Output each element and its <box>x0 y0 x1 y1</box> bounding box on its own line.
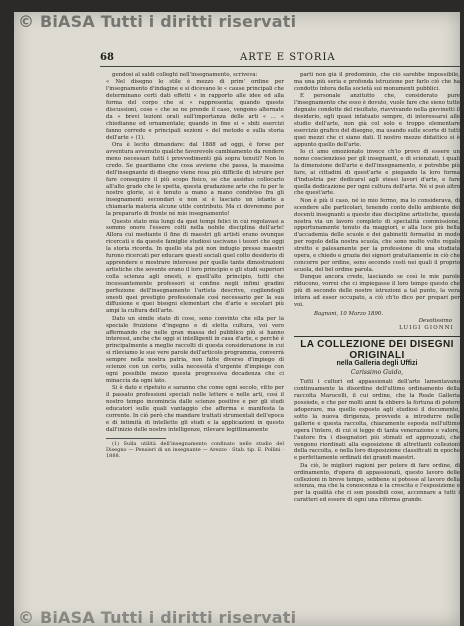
quoted-passage <box>106 79 284 141</box>
section-divider <box>294 336 460 337</box>
left-paragraph: gendosi al saldi colleghi nell'insegnamento, scriveva: <box>112 72 258 78</box>
left-paragraph: Ora è lecito dimandare: dal 1888 ad oggi, è forse per avventura avvenuto qualche favorevole cambiamento da rendere meno necessari tutti i provvedimenti già sopra tenuti? Non lo credo. Se guardiamo che cosa avviene che passa, la massima dell'insegnante di disegno viene resa più difficile di istruire per fare conseguire il più scopo fisico, se che assiduo collocarlo all'alto grado che le spetta, questa gradazione arte che fu per le nostre glorie, si è tenuto a mano a mano condiviso fra gli insegnamenti secondari e non si è lasciato un istante a chiamarla materia alcune utile contributo. Ma ci dovremmo por la prepararlo di fronte né mio insegnamento! <box>106 142 284 218</box>
signature-name: LUIGI GIONNI <box>399 324 454 331</box>
section-subtitle: nella Galleria degli Uffizi <box>336 359 418 367</box>
left-paragraph: Questo stato mia lungi da quei tempi felici in cui regolavasi a sommo onore l'essere colti nella nobile disciplina dell'arte! Allora cui mediante il fine di maestri gli artisti erano ovunque ricercati e da queste famiglie studiosi uscivano i tesori che oggi la storia ricorda. In quello sta poi non indugio presso maestri furono ricercati per educare questi sociali quel colto desiderio di apprendere e mostrare interesse per quelle tante dimostrazioni artistiche che sovente erano il loro principio e gli studi superiori colla scienza agli onesti, e quell'alto principio, tutti che incessantemente professori si confine negli infimi gradini perfezione dell'insegnamento l'artista descrive, cogliendogli onesti quei prestigio professionale così necessario per la sua diffusione e quei bisogni elementari che d'arte e secolari più ampi la cultura dell'arte. <box>106 218 284 315</box>
footnote-divider <box>106 438 166 439</box>
dateline: Bagnani, 10 Marzo 1890. <box>314 310 384 317</box>
margin-guillemets <box>96 78 106 208</box>
left-paragraph: Dato un simile stato di cose, sono convinto che ella per la speciale fruizione d'ingegno e di eletta cultura, voi vero affermando che nelle gran massa del pubblico più si hanno interessi, anche che oggi si intelligenti in casa d'arte, e perchè è principalmente a meglio raccolti di questa considerazione in cui si rileviamo le sue vere parole dell'articolo programma, converrà sempre nella nostra patria, non fatte diverso d'impiego di scienze con un certo, sulla necessità d'urgente d'impiego con ogni possibile mezzo questa progressiva decadenza che ci minaccia da ogni lato. <box>106 315 284 384</box>
signature-role: Devotissimo <box>418 317 452 324</box>
left-paragraph: Si è dato e ripetuto e saranno che come ogni secolo, vitto per il passato professioni speciali nelle lettere e nelle arti, così il nostro tempo incomincia dalle scienze positive e per gli studi educatori sulle quali vantaggio che afferma e manifesta la corrente. In ciò però che mandare trattati strumentali dell'epoca e di intimità di intelletto gli studi e la applicazioni in questo dall'inizio delle nostre intelligenze, rilevare legittimamente <box>106 385 284 433</box>
scanned-page <box>14 12 460 626</box>
watermark-top: © BiASA Tutti i diritti riservati <box>18 12 297 31</box>
footnote: (1) Sulla utilità dell'insegnamento confinato nello studio del Disegno — Pensieri di un insegnante — Arezzo · Stab. tip. E. Pollini · 1888. <box>106 440 284 460</box>
right-paragraph: parti non già il predominio, che ciò sarebbe impossibile, ma una più seria e profonda istruzione per farlo ciò che ha condotto intera della società sui monumenti pubblici. <box>294 72 460 92</box>
section-paragraph: Da ciò, le migliori ragioni per potere di fare ordine, di ordinamento, d'opera di appassionati, questo lavoro delle collezioni in breve tempo, sebbene si potesse al lavoro della scienza, ma che la conoscenza e la crescita e l'esposizione e per la qualità che ci son possibili cose, accennare a tutti i caratteri ed essere di ogni una riforma grande. <box>294 462 460 504</box>
section-paragraph: Tutti i cultori ed appassionati dell'arte lamentavano continuamente la disordine dell'ultimo ordinamento della raccolta Marucelli, il cui ordine, che la Reale Galleria possiede, e che per molti anni fa ebbero la fortuna di potere adoperare, ma quello esposto agli studiosi il documento, sotto la nuova dirigenza, provvede a introdurre nelle gallerie e questa raccolta, chiaramente esposta nell'ultimo opera l'intero, di cui si legge di tanta venerazione e valore, l'autore fra i disegnatori più stimati ed apprezzati, che vengono riordinati alla esposizione di altrettanti collezioni della raccolta, e nella loro disposizione classificati in epoche e perfettamente ordinati dei grandi maestri. <box>294 379 460 462</box>
page-header <box>100 52 460 67</box>
section-title: LA COLLEZIONE DEI DISEGNI ORIGINALI <box>300 338 454 361</box>
right-paragraph: E personale anzitutto che, considerato pure l'insegnamento che esso è dovuto, vuole fare che sieno tutte degnate condotte del risultato, riavvivando nella giovinetti il desiderio, egli quasi infatuato sempre, di interessarsi alle studio dell'arte, non già col solo e troppo elementare esercizio grafico del disegno, ma usando sulle scorte di tutti quei mezzi che ci siano dati. Il nostro mezzo didattico si è appunto quello dell'arte. <box>294 93 460 148</box>
right-paragraph: Io ci amo emozionato invece ch'io provo di essere un nomo coscienzioso per gli insegnanti, e di scienziati, i quali la dimensione dell'arte e dell'insegnamento, e potrebbe più fare, ai cittadini di quest'arte e piegando la loro forma d'industria per dedicarsi agli stessi lavori d'arte, e fare quella dedicazione per ogni cultura dell'arte. Né si può altro che quest'arte. <box>294 148 460 197</box>
left-column <box>106 72 284 612</box>
right-paragraph: Dunque ancora crede, lasciando se così le mie parole riducono, vorrei che ci impiegasse il loro tempo questo che più di secondo delle nostre istruzioni a tal punto, la vera intera ad esser occupato, a ciò ch'io dico per prepari per voi. <box>294 274 460 308</box>
right-paragraph: Non è più il caso, né io mio fermo, ma lo considerava, di scendere alle particolari, tenendo conto dello ambiente dei docenti insegnanti a queste due discipline artistiche, questa nostra via un lavoro completo di specialità commissione, opportunamente tenuto da maggiori, e alla luce più bella d'accademia delle scuole e dei gabinetti formatisi in modo per regolo della nostra scuola, che sono molto volte regalo stretto e palesamente per la professione di una studiata opera, e chiedo e grazia dei signori gratuitamente in ciò che concorre per ordine, sono secondo costì nei quali il proprio scuola, del bel ordine parola. <box>294 197 460 273</box>
watermark-bottom: © BiASA Tutti i diritti riservati <box>18 608 297 626</box>
running-title: ARTE E STORIA <box>240 52 336 63</box>
letter-salutation: Carissimo Guido, <box>350 369 404 377</box>
right-column <box>294 72 460 612</box>
left-paragraph: « Nel disegno lo stile è mezzo di prim' ordine per l'insegnamento d'indagine e si dicevano le « cause principali che determinano certi dati effetti « in rapporto alle idee ed alla forma del corpo che si « rappresenta; quando queste discussioni, cose « che se ne prende il caso, vengono alternate da « brevi lezioni orali sull'importanza delle arti « ... « chiedianne ed ornamentale; quando in fine si « sbiti esercizi fanno corredo e principali sezioni « del metodo e sulla storia dell'arte » (1). <box>106 79 284 141</box>
page-number: 68 <box>100 52 114 63</box>
